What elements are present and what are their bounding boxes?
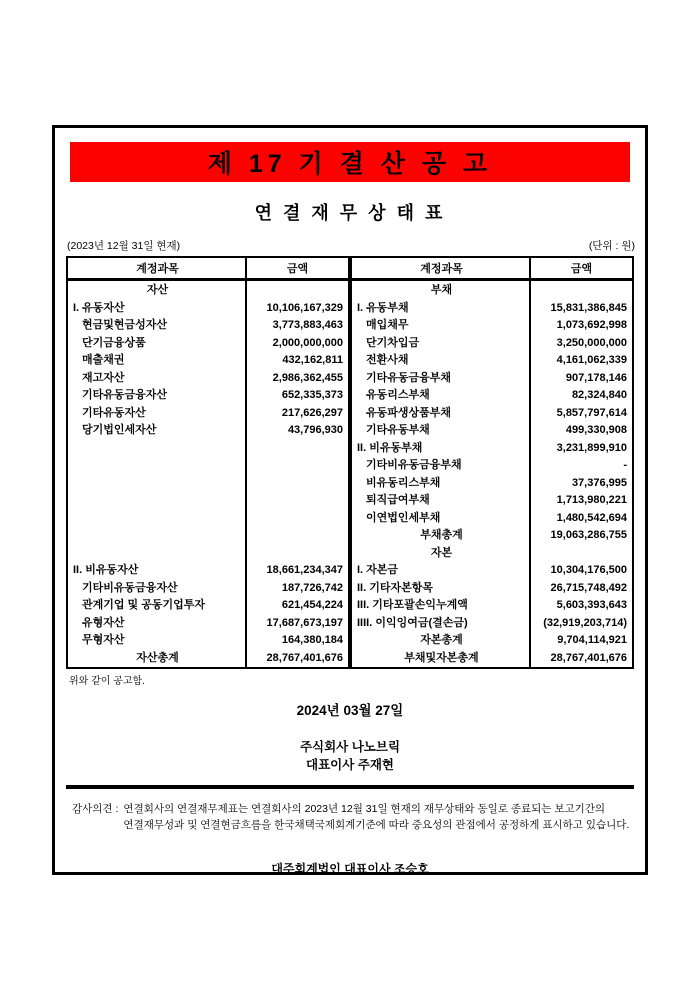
account-label — [68, 440, 247, 458]
account-label — [68, 492, 247, 510]
column-divider — [245, 258, 247, 667]
amount-value: 43,796,930 — [287, 424, 343, 436]
table-row — [68, 615, 348, 633]
account-label: 재고자산 — [82, 371, 125, 384]
account-label: 단기차입금 — [366, 336, 420, 349]
amount-value: 187,726,742 — [281, 581, 343, 594]
account-label: 자산총계 — [136, 651, 179, 664]
table-row — [68, 352, 348, 370]
amount-value: 82,324,840 — [571, 389, 627, 401]
table-row — [68, 300, 348, 318]
table-row — [352, 615, 632, 633]
amount-value — [247, 282, 348, 300]
account-label: 유동파생상품부채 — [366, 406, 452, 419]
table-row — [352, 440, 632, 458]
account-label: 기타유동금융부채 — [366, 371, 452, 384]
amount-value: 15,831,386,845 — [550, 301, 627, 314]
amount-value — [247, 475, 348, 493]
section-divider — [66, 785, 634, 789]
amount-value: 1,073,692,998 — [556, 319, 627, 331]
table-row — [352, 562, 632, 580]
audit-opinion-label: 감사의견 : — [72, 803, 119, 815]
amount-value: (32,919,203,714) — [543, 616, 627, 629]
table-header — [352, 258, 632, 281]
announcement-banner — [70, 142, 630, 182]
announcement-note: 위와 같이 공고함. — [69, 676, 145, 687]
account-label: 기타비유동금융부채 — [366, 459, 462, 471]
account-label: 기타유동자산 — [82, 406, 146, 419]
table-row — [352, 300, 632, 318]
table-header — [68, 258, 348, 281]
table-row — [352, 475, 632, 493]
table-row — [352, 352, 632, 370]
amount-value: 37,376,995 — [571, 476, 627, 489]
account-label: I. 자본금 — [357, 564, 399, 576]
statement-title: 연 결 재 무 상 태 표 — [254, 203, 446, 223]
liabilities-equity-table-body — [352, 281, 632, 667]
table-row — [352, 510, 632, 528]
amount-value: 5,603,393,643 — [556, 599, 627, 611]
amount-value: 2,000,000,000 — [272, 336, 343, 349]
auditor-name: 대주회계법인 대표이사 조승호 — [271, 862, 429, 876]
assets-table-body — [68, 281, 348, 667]
amount-value: 3,773,883,463 — [272, 319, 343, 331]
table-row — [352, 317, 632, 335]
amount-value: 17,687,673,197 — [266, 616, 343, 629]
account-label: 부채 — [430, 284, 453, 296]
audit-opinion-line2: 연결재무성과 및 연결현금흐름을 한국채택국제회계기준에 따라 중요성의 관점에서 공정하게 표시하고 있습니다. — [123, 819, 630, 831]
audit-opinion-text — [123, 801, 629, 833]
meta-row — [67, 238, 635, 253]
account-label: III. 기타포괄손익누계액 — [357, 599, 468, 611]
account-column-header: 계정과목 — [136, 263, 179, 275]
account-label: 부채총계 — [420, 529, 463, 541]
amount-value — [247, 527, 348, 545]
account-label — [68, 545, 247, 563]
table-row — [68, 562, 348, 580]
amount-column-header: 금액 — [570, 263, 593, 275]
amount-value — [247, 492, 348, 510]
account-label: 퇴직급여부채 — [366, 494, 430, 506]
table-row — [352, 527, 632, 545]
account-label: 전환사채 — [366, 354, 409, 366]
amount-value: 164,380,184 — [281, 634, 343, 646]
table-row — [352, 370, 632, 388]
table-row — [68, 457, 348, 475]
amount-value: 3,250,000,000 — [556, 336, 627, 349]
amount-value — [531, 545, 632, 563]
account-label: 부채및자본총계 — [404, 651, 479, 664]
announcement-date: 2024년 03월 27일 — [296, 703, 404, 718]
amount-value: 499,330,908 — [565, 424, 627, 436]
account-label: 기타비유동금융자산 — [82, 581, 178, 594]
account-label: 유형자산 — [82, 616, 125, 629]
amount-value — [531, 282, 632, 300]
amount-value: 2,986,362,455 — [272, 371, 343, 384]
account-label: 기타유동금융자산 — [82, 389, 168, 401]
account-label: I. 유동부채 — [357, 301, 409, 314]
amount-value: 26,715,748,492 — [550, 581, 627, 594]
table-row — [68, 405, 348, 423]
amount-value — [247, 510, 348, 528]
account-label: II. 비유동자산 — [73, 564, 139, 576]
account-label — [68, 475, 247, 493]
table-row — [68, 317, 348, 335]
amount-value: 907,178,146 — [565, 371, 627, 384]
company-name: 주식회사 나노브릭 — [299, 740, 401, 754]
amount-value: 28,767,401,676 — [266, 651, 343, 664]
audit-opinion-line1: 연결회사의 연결재무제표는 연결회사의 2023년 12월 31일 현재의 재무상태와 동일로 종료되는 보고기간의 — [123, 803, 606, 815]
amount-value: 1,480,542,694 — [556, 511, 627, 524]
amount-value: 217,626,297 — [281, 406, 343, 419]
table-row — [352, 335, 632, 353]
table-row — [68, 650, 348, 668]
table-row — [68, 510, 348, 528]
account-label: 당기법인세자산 — [82, 424, 157, 436]
amount-value: 1,713,980,221 — [556, 494, 627, 506]
amount-value: 432,162,811 — [282, 354, 343, 366]
account-label: 유동리스부채 — [366, 389, 430, 401]
account-label: 단기금융상품 — [82, 336, 146, 349]
table-row — [68, 580, 348, 598]
table-row — [352, 422, 632, 440]
table-row — [352, 492, 632, 510]
table-row — [68, 335, 348, 353]
amount-value: 10,304,176,500 — [550, 564, 627, 576]
table-row — [68, 440, 348, 458]
amount-value: 19,063,286,755 — [550, 529, 627, 541]
amount-value: 3,231,899,910 — [556, 441, 627, 454]
account-label: II. 기타자본항목 — [357, 581, 433, 594]
banner-title: 제 17 기 결 산 공 고 — [207, 150, 493, 178]
table-row — [68, 370, 348, 388]
ceo-name: 대표이사 주재현 — [306, 758, 394, 772]
account-label: IIII. 이익잉여금(결손금) — [357, 616, 468, 629]
table-row — [352, 650, 632, 668]
table-row — [352, 282, 632, 300]
amount-value: - — [623, 459, 627, 471]
amount-value — [247, 545, 348, 563]
company-block — [55, 738, 645, 774]
account-label: II. 비유동부채 — [357, 441, 423, 454]
account-label: 매출채권 — [82, 354, 125, 366]
table-row — [68, 422, 348, 440]
account-label: 비유동리스부채 — [366, 476, 441, 489]
table-row — [68, 492, 348, 510]
table-row — [68, 597, 348, 615]
liabilities-equity-table — [350, 256, 634, 669]
as-of-date: (2023년 12월 31일 현재) — [67, 240, 181, 252]
account-label — [68, 457, 247, 475]
table-row — [68, 545, 348, 563]
amount-value: 621,454,224 — [281, 599, 343, 611]
table-row — [352, 387, 632, 405]
amount-column-header: 금액 — [286, 263, 309, 275]
assets-table — [66, 256, 350, 669]
account-label: I. 유동자산 — [73, 301, 125, 314]
account-label: 매입채무 — [366, 319, 409, 331]
table-row — [352, 632, 632, 650]
audit-opinion — [72, 801, 631, 833]
account-label: 이연법인세부채 — [366, 511, 441, 524]
amount-value — [247, 440, 348, 458]
account-label: 현금및현금성자산 — [82, 319, 168, 331]
amount-value: 9,704,114,921 — [557, 634, 627, 646]
account-label: 자본 — [430, 546, 453, 559]
table-row — [68, 632, 348, 650]
table-row — [68, 282, 348, 300]
account-label: 기타유동부채 — [366, 424, 430, 436]
account-label — [68, 527, 247, 545]
account-label: 자산 — [146, 284, 169, 296]
account-label: 관계기업 및 공동기업투자 — [82, 599, 205, 611]
amount-value: 4,161,062,339 — [556, 354, 627, 366]
account-label: 무형자산 — [82, 634, 125, 646]
table-row — [68, 387, 348, 405]
table-row — [68, 475, 348, 493]
table-row — [352, 405, 632, 423]
account-label — [68, 510, 247, 528]
amount-value: 28,767,401,676 — [550, 651, 627, 664]
table-row — [352, 580, 632, 598]
table-row — [352, 457, 632, 475]
table-row — [68, 527, 348, 545]
account-column-header: 계정과목 — [420, 263, 463, 275]
balance-sheet-tables — [66, 256, 634, 669]
table-row — [352, 545, 632, 563]
document-border — [52, 125, 648, 875]
amount-value — [247, 457, 348, 475]
amount-value: 5,857,797,614 — [556, 406, 627, 419]
currency-unit: (단위 : 원) — [588, 240, 635, 252]
amount-value: 652,335,373 — [281, 389, 343, 401]
column-divider — [529, 258, 531, 667]
amount-value: 10,106,167,329 — [266, 301, 343, 314]
table-row — [352, 597, 632, 615]
account-label: 자본총계 — [420, 634, 463, 646]
amount-value: 18,661,234,347 — [266, 564, 343, 576]
